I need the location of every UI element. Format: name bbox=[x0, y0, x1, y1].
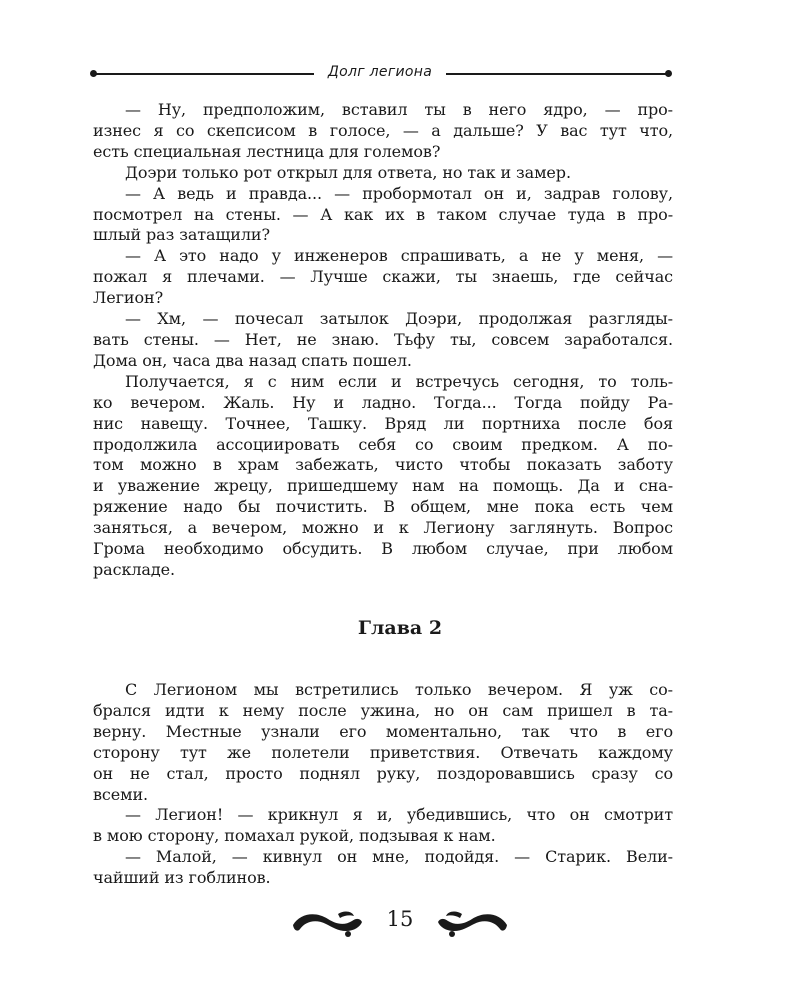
text-line: том можно в храм забежать, чисто чтобы показать заботу bbox=[93, 455, 673, 475]
text-line: брался идти к нему после ужина, но он сам пришел в та- bbox=[93, 700, 673, 720]
running-head-right-dot bbox=[665, 70, 672, 77]
text-line: — Малой, — кивнул он мне, подойдя. — Старик. Вели- bbox=[125, 847, 673, 867]
running-head-right-rule bbox=[446, 73, 666, 75]
text-line: посмотрел на стены. — А как их в таком случае туда в про- bbox=[93, 204, 673, 224]
text-line: Дома он, часа два назад спать пошел. bbox=[93, 350, 412, 370]
paragraph bbox=[93, 680, 673, 805]
text-line: он не стал, просто поднял руку, поздоровавшись сразу со bbox=[93, 763, 673, 783]
text-line: в мою сторону, помахал рукой, подзывая к нам. bbox=[93, 826, 496, 846]
running-head-title: Долг легиона bbox=[327, 64, 433, 80]
text-line: — А ведь и правда... — пробормотал он и, задрав голову, bbox=[125, 183, 673, 203]
text-line: — А это надо у инженеров спрашивать, а не у меня, — bbox=[125, 246, 673, 266]
text-line: Доэри только рот открыл для ответа, но так и замер. bbox=[125, 162, 571, 182]
text-line: пожал я плечами. — Лучше скажи, ты знаешь, где сейчас bbox=[93, 267, 673, 287]
text-line: Получается, я с ним если и встречусь сегодня, то толь- bbox=[125, 371, 673, 391]
page-number: 15 bbox=[386, 907, 414, 931]
text-line: вать стены. — Нет, не знаю. Тьфу ты, совсем заработался. bbox=[93, 329, 673, 349]
paragraph bbox=[93, 246, 673, 309]
paragraph bbox=[93, 309, 673, 372]
text-line: С Легионом мы встретились только вечером. Я уж со- bbox=[125, 680, 673, 699]
text-line: ряжение надо бы почистить. В общем, мне пока есть чем bbox=[93, 497, 673, 517]
left-ornament-icon bbox=[290, 909, 365, 939]
text-line: всеми. bbox=[93, 784, 149, 804]
text-line: Легион? bbox=[93, 288, 164, 308]
text-line: нис навещу. Точнее, Ташку. Вряд ли портниха после боя bbox=[93, 413, 673, 433]
text-line: — Хм, — почесал затылок Доэри, продолжая разгляды- bbox=[125, 309, 673, 329]
text-line: шлый раз затащили? bbox=[93, 225, 270, 245]
text-block-bottom bbox=[93, 680, 673, 889]
text-line: верну. Местные узнали его моментально, так что в его bbox=[93, 721, 673, 741]
paragraph bbox=[93, 163, 673, 184]
text-line: сторону тут же полетели приветствия. Отвечать каждому bbox=[93, 742, 673, 762]
paragraph bbox=[93, 847, 673, 889]
text-line: чайший из гоблинов. bbox=[93, 868, 271, 888]
text-line: продолжила ассоциировать себя со своим предком. А по- bbox=[93, 434, 673, 454]
text-block-top bbox=[93, 100, 673, 581]
paragraph bbox=[93, 184, 673, 247]
right-ornament-icon bbox=[435, 909, 510, 939]
text-line: раскладе. bbox=[93, 559, 175, 579]
text-line: и уважение жрецу, пришедшему нам на помощь. Да и сна- bbox=[93, 476, 673, 496]
running-head bbox=[90, 63, 672, 85]
text-line: ко вечером. Жаль. Ну и ладно. Тогда... Тогда пойду Ра- bbox=[93, 392, 673, 412]
text-line: изнес я со скепсисом в голосе, — а дальше? У вас тут что, bbox=[93, 120, 673, 140]
text-line: — Ну, предположим, вставил ты в него ядро, — про- bbox=[125, 100, 673, 119]
paragraph bbox=[93, 805, 673, 847]
text-line: заняться, а вечером, можно и к Легиону заглянуть. Вопрос bbox=[93, 518, 673, 538]
paragraph bbox=[93, 372, 673, 581]
running-head-left-rule bbox=[96, 73, 314, 75]
chapter-title: Глава 2 bbox=[357, 617, 443, 639]
paragraph bbox=[93, 100, 673, 163]
page-folio bbox=[290, 905, 510, 945]
text-line: есть специальная лестница для големов? bbox=[93, 141, 441, 161]
text-line: — Легион! — крикнул я и, убедившись, что он смотрит bbox=[125, 805, 673, 825]
text-line: Грома необходимо обсудить. В любом случае, при любом bbox=[93, 539, 673, 559]
